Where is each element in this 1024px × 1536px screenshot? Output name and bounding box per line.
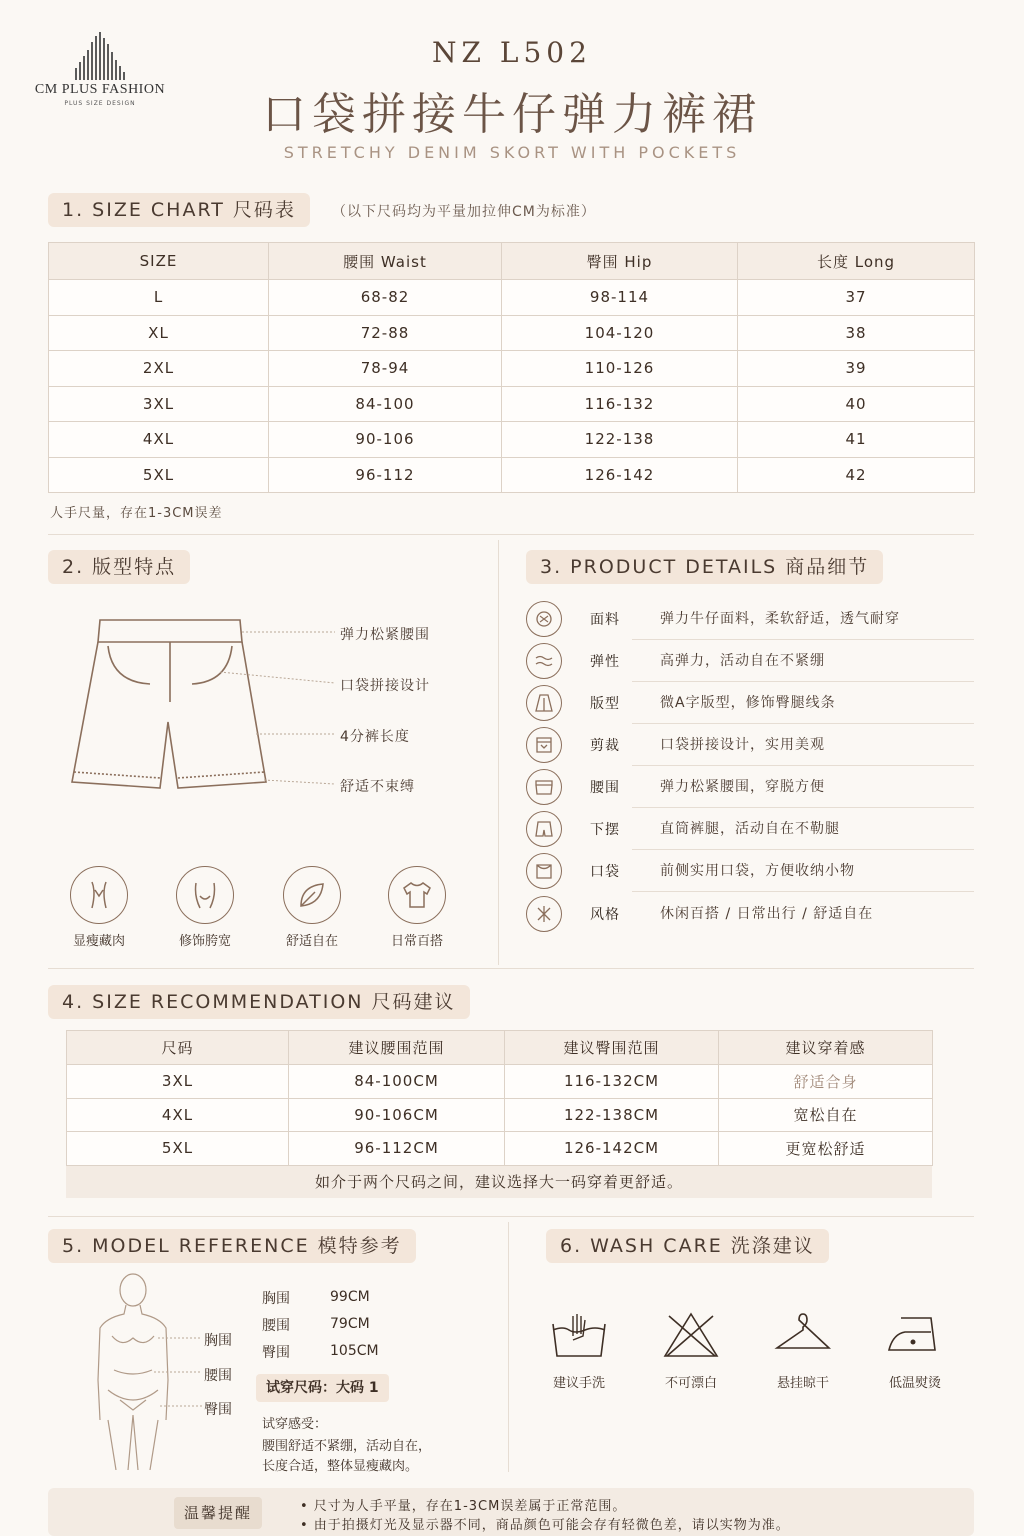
measure-value: 105CM	[330, 1343, 379, 1359]
waistband-icon	[526, 769, 562, 805]
hip-cell: 116-132	[502, 386, 738, 422]
recommend-title: 4. SIZE RECOMMENDATION 尺码建议	[48, 985, 470, 1019]
table-row	[49, 280, 975, 316]
details-title: 3. PRODUCT DETAILS 商品细节	[526, 550, 883, 584]
length-cell: 39	[738, 351, 975, 387]
feel-line: 长度合适，整体显瘦藏肉。	[262, 1459, 419, 1474]
wash-label: 悬挂晾干	[776, 1376, 829, 1391]
size-cell: 3XL	[67, 1065, 289, 1099]
pocket-cut-icon	[526, 727, 562, 763]
detail-text: 前侧实用口袋，方便收纳小物	[632, 850, 974, 892]
hip-cell: 98-114	[502, 280, 738, 316]
hip-cell: 104-120	[502, 315, 738, 351]
fit-icon-item	[176, 866, 234, 924]
measure-label: 胸围	[262, 1291, 290, 1307]
tips-title: 温馨提醒	[174, 1497, 262, 1529]
fit-icon-item	[283, 866, 341, 924]
fit-feel-cell: 舒适合身	[719, 1065, 933, 1099]
hem-icon	[526, 811, 562, 847]
stretch-icon	[526, 643, 562, 679]
model-title: 5. MODEL REFERENCE 模特参考	[48, 1229, 416, 1263]
detail-name: 风格	[590, 907, 620, 924]
model-figure-icon	[78, 1270, 208, 1470]
product-title-en: STRETCHY DENIM SKORT WITH POCKETS	[283, 143, 741, 162]
fabric-icon	[526, 601, 562, 637]
detail-text: 弹力牛仔面料，柔软舒适，透气耐穿	[632, 598, 974, 640]
table-row	[49, 351, 975, 387]
waist-cell: 90-106	[269, 422, 502, 458]
waist-cell: 78-94	[269, 351, 502, 387]
waist-cell: 68-82	[269, 280, 502, 316]
measure-value: 79CM	[330, 1316, 370, 1332]
waist-range-cell: 96-112CM	[289, 1132, 505, 1166]
hip-range-cell: 126-142CM	[505, 1132, 719, 1166]
iron-low-icon	[883, 1310, 947, 1360]
size-cell: 5XL	[49, 457, 269, 493]
hip-cell: 110-126	[502, 351, 738, 387]
recommend-note: 如介于两个尺码之间，建议选择大一码穿着更舒适。	[66, 1166, 932, 1198]
size-chart-title: 1. SIZE CHART 尺码表	[48, 193, 310, 227]
size-chart-footnote: 人手尺量，存在1-3CM误差	[50, 506, 223, 521]
header-cell: 建议臀围范围	[505, 1031, 719, 1065]
feel-line: 腰围舒适不紧绷，活动自在，	[262, 1439, 432, 1454]
wash-label: 建议手洗	[552, 1376, 605, 1391]
hip-icon	[176, 866, 234, 924]
length-cell: 42	[738, 457, 975, 493]
detail-name: 腰围	[590, 780, 620, 797]
detail-row	[526, 766, 974, 809]
detail-row	[526, 850, 974, 893]
size-cell: XL	[49, 315, 269, 351]
detail-name: 弹性	[590, 654, 620, 671]
detail-text: 弹力松紧腰围，穿脱方便	[632, 766, 974, 808]
waist-cell: 96-112	[269, 457, 502, 493]
fit-icon-item	[70, 866, 128, 924]
detail-text: 口袋拼接设计，实用美观	[632, 724, 974, 766]
measure-label: 臀围	[262, 1345, 290, 1361]
table-row	[67, 1132, 933, 1166]
hip-range-cell: 122-138CM	[505, 1098, 719, 1132]
skort-sketch-icon	[60, 612, 350, 802]
waist-range-cell: 84-100CM	[289, 1065, 505, 1099]
size-cell: 2XL	[49, 351, 269, 387]
wash-item	[646, 1310, 736, 1391]
table-row	[49, 457, 975, 493]
wash-title: 6. WASH CARE 洗涤建议	[546, 1229, 829, 1263]
table-row	[67, 1065, 933, 1099]
fit-callout: 4分裤长度	[340, 729, 410, 745]
recommend-header-row	[67, 1031, 933, 1065]
size-cell: L	[49, 280, 269, 316]
tip-line: • 尺寸为人手平量，存在1-3CM误差属于正常范围。	[300, 1499, 627, 1514]
header-cell: 腰围 Waist	[269, 243, 502, 280]
a-line-icon	[526, 685, 562, 721]
size-chart-table	[48, 242, 975, 493]
waist-cell: 72-88	[269, 315, 502, 351]
hand-wash-icon	[547, 1310, 611, 1360]
hip-cell: 126-142	[502, 457, 738, 493]
detail-text: 休闲百搭 / 日常出行 / 舒适自在	[660, 906, 874, 923]
column-divider	[498, 540, 499, 965]
size-chart-header-row	[49, 243, 975, 280]
product-code: NZ L502	[432, 36, 592, 69]
waist-range-cell: 90-106CM	[289, 1098, 505, 1132]
pocket-icon	[526, 853, 562, 889]
recommend-table	[66, 1030, 933, 1166]
body-slim-icon	[70, 866, 128, 924]
header-cell: 臀围 Hip	[502, 243, 738, 280]
tip-line: • 由于拍摄灯光及显示器不同，商品颜色可能会存有轻微色差，请以实物为准。	[300, 1518, 790, 1533]
fit-icon-label: 显瘦藏肉	[72, 934, 125, 949]
figure-label-waist: 腰围	[204, 1368, 232, 1384]
measure-label: 腰围	[262, 1318, 290, 1334]
wash-item	[870, 1310, 960, 1391]
section-divider	[48, 968, 974, 969]
detail-text: 高弹力，活动自在不紧绷	[632, 640, 974, 682]
fit-callout: 弹力松紧腰围	[340, 627, 430, 643]
brand-subtitle: PLUS SIZE DESIGN	[64, 100, 136, 107]
hanger-icon	[771, 1310, 835, 1360]
header-cell: 建议穿着感	[719, 1031, 933, 1065]
hip-range-cell: 116-132CM	[505, 1065, 719, 1099]
section-divider	[48, 534, 974, 535]
waist-cell: 84-100	[269, 386, 502, 422]
feel-title: 试穿感受：	[262, 1417, 328, 1432]
size-chart-note: （以下尺码均为平量加拉伸CM为标准）	[332, 204, 596, 220]
fit-icon-label: 修饰胯宽	[178, 934, 231, 949]
wash-item	[534, 1310, 624, 1391]
length-cell: 40	[738, 386, 975, 422]
length-cell: 38	[738, 315, 975, 351]
brand-name: CM PLUS FASHION	[34, 82, 166, 97]
figure-label-bust: 胸围	[204, 1333, 232, 1349]
wash-item	[758, 1310, 848, 1391]
length-cell: 41	[738, 422, 975, 458]
detail-row	[526, 893, 974, 936]
table-row	[67, 1098, 933, 1132]
size-cell: 4XL	[67, 1098, 289, 1132]
fit-callout: 舒适不束缚	[340, 779, 415, 795]
length-cell: 37	[738, 280, 975, 316]
leaf-icon	[283, 866, 341, 924]
detail-name: 版型	[590, 696, 620, 713]
size-cell: 4XL	[49, 422, 269, 458]
figure-label-hip: 臀围	[204, 1402, 232, 1418]
product-title-cn: 口袋拼接牛仔弹力裤裙	[262, 89, 762, 140]
size-tried-badge: 试穿尺码：大码 1	[256, 1374, 389, 1402]
fit-callout: 口袋拼接设计	[340, 678, 430, 694]
detail-row	[526, 598, 974, 641]
wash-label: 不可漂白	[664, 1376, 717, 1391]
fit-feel-cell: 宽松自在	[719, 1098, 933, 1132]
no-bleach-icon	[659, 1310, 723, 1360]
column-divider	[508, 1222, 509, 1472]
table-row	[49, 386, 975, 422]
detail-name: 下摆	[590, 822, 620, 839]
hip-cell: 122-138	[502, 422, 738, 458]
fit-icon-label: 日常百搭	[390, 934, 443, 949]
section-divider	[48, 1216, 974, 1217]
size-cell: 3XL	[49, 386, 269, 422]
detail-row	[526, 640, 974, 683]
measure-value: 99CM	[330, 1289, 370, 1305]
wash-label: 低温熨烫	[888, 1376, 941, 1391]
fit-title: 2. 版型特点	[48, 550, 190, 584]
header-cell: SIZE	[49, 243, 269, 280]
style-icon	[526, 896, 562, 932]
table-row	[49, 422, 975, 458]
table-row	[49, 315, 975, 351]
detail-row	[526, 682, 974, 725]
fit-feel-cell: 更宽松舒适	[719, 1132, 933, 1166]
header-cell: 建议腰围范围	[289, 1031, 505, 1065]
detail-name: 面料	[590, 612, 620, 629]
detail-name: 口袋	[590, 864, 620, 881]
detail-name: 剪裁	[590, 738, 620, 755]
detail-row	[526, 724, 974, 767]
detail-text: 直筒裤腿，活动自在不勒腿	[632, 808, 974, 850]
header-cell: 尺码	[67, 1031, 289, 1065]
tshirt-icon	[388, 866, 446, 924]
fit-icon-label: 舒适自在	[285, 934, 338, 949]
header-cell: 长度 Long	[738, 243, 975, 280]
fit-icon-item	[388, 866, 446, 924]
size-cell: 5XL	[67, 1132, 289, 1166]
detail-row	[526, 808, 974, 851]
detail-text: 微A字版型，修饰臀腿线条	[632, 682, 974, 724]
